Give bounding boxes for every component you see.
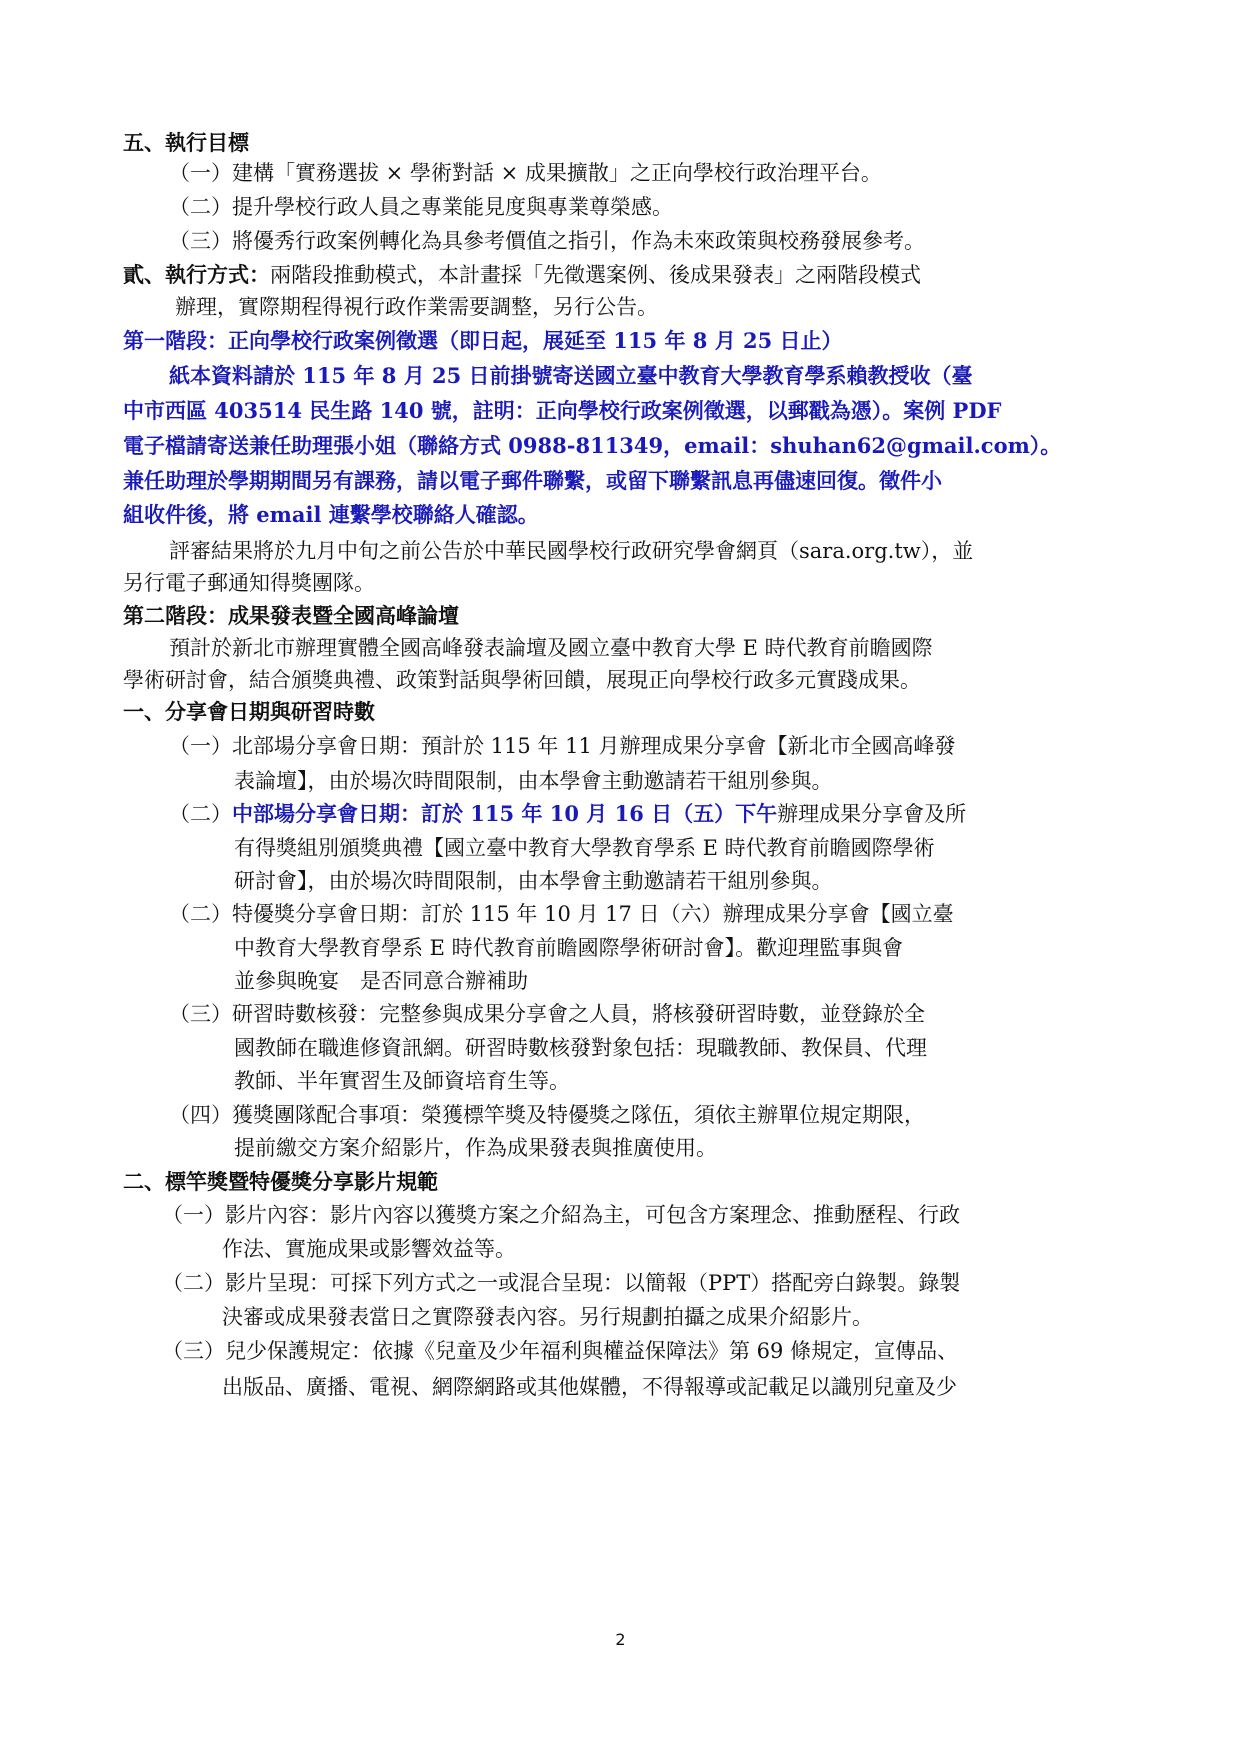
method-line <box>123 260 921 290</box>
stage1-line: 電子檔請寄送兼任助理張小姐（聯絡方式 0988-811349，email：shuhan62@gmail.com）。 <box>123 433 1062 458</box>
goal-item: （二）提升學校行政人員之專業能見度與專業尊榮感。 <box>169 195 673 219</box>
stage1-heading: 第一階段：正向學校行政案例徵選（即日起，展延至 115 年 8 月 25 日止） <box>123 328 843 353</box>
goal-item: （三）將優秀行政案例轉化為具參考價值之指引，作為未來政策與校務發展參考。 <box>169 229 925 253</box>
item-text: 辦理成果分享會及所 <box>777 802 967 826</box>
result-line: 評審結果將於九月中旬之前公告於中華民國學校行政研究學會網頁（sara.org.tw），並 <box>169 539 974 563</box>
section5-heading: 五、執行目標 <box>123 130 249 155</box>
item-number: （二） <box>169 902 232 926</box>
item-text: 影片內容：影片內容以獲獎方案之介紹為主，可包含方案理念、推動歷程、行政 <box>225 1203 960 1227</box>
item-continuation: 研討會】，由於場次時間限制，由本學會主動邀請若干組別參與。 <box>234 869 833 893</box>
goal-item: （一）建構「實務選拔 × 學術對話 × 成果擴散」之正向學校行政治理平台。 <box>169 161 882 185</box>
stage2-line: 預計於新北市辦理實體全國高峰發表論壇及國立臺中教育大學 E 時代教育前瞻國際 <box>169 636 933 660</box>
method-line-2: 辦理，實際期程得視行政作業需要調整，另行公告。 <box>175 295 658 319</box>
sub2-heading: 二、標竿獎暨特優獎分享影片規範 <box>123 1169 438 1194</box>
item-text: 影片呈現：可採下列方式之一或混合呈現：以簡報（PPT）搭配旁白錄製。錄製 <box>225 1271 961 1295</box>
central-session-date: 中部場分享會日期：訂於 115 年 10 月 16 日（五）下午 <box>232 801 778 826</box>
sub2-item-1 <box>162 1200 960 1230</box>
item-number: （一） <box>169 734 232 758</box>
item-continuation: 國教師在職進修資訊網。研習時數核發對象包括：現職教師、教保員、代理 <box>234 1036 927 1060</box>
item-text: 獲獎團隊配合事項：榮獲標竿獎及特優獎之隊伍，須依主辦單位規定期限， <box>232 1103 925 1127</box>
sub2-item-3 <box>162 1336 958 1366</box>
item-number: （四） <box>169 1103 232 1127</box>
item-text: 兒少保護規定：依據《兒童及少年福利與權益保障法》第 69 條規定，宣傳品、 <box>225 1339 959 1363</box>
item-continuation: 教師、半年實習生及師資培育生等。 <box>234 1069 570 1093</box>
page-number: 2 <box>615 1630 626 1649</box>
method-text: 兩階段推動模式，本計畫採「先徵選案例、後成果發表」之兩階段模式 <box>270 263 921 287</box>
stage1-line: 兼任助理於學期期間另有課務，請以電子郵件聯繫，或留下聯繫訊息再儘速回復。徵件小 <box>123 468 942 493</box>
stage1-line: 中市西區 403514 民生路 140 號，註明：正向學校行政案例徵選，以郵戳為憑）。案例 PDF <box>123 398 1002 423</box>
item-number: （三） <box>162 1339 225 1363</box>
item-continuation: 並參與晚宴 是否同意合辦補助 <box>234 969 528 993</box>
stage2-line: 學術研討會，結合頒獎典禮、政策對話與學術回饋，展現正向學校行政多元實踐成果。 <box>123 668 921 692</box>
item-text: 研習時數核發：完整參與成果分享會之人員，將核發研習時數，並登錄於全 <box>232 1002 925 1026</box>
sub2-item-2 <box>162 1268 960 1298</box>
item-number: （二） <box>162 1271 225 1295</box>
item-text: 北部場分享會日期：預計於 115 年 11 月辦理成果分享會【新北市全國高峰發 <box>232 734 956 758</box>
stage2-heading: 第二階段：成果發表暨全國高峰論壇 <box>123 603 459 628</box>
sub1-item-2 <box>169 799 966 829</box>
sub1-item-1 <box>169 731 956 761</box>
sub1-item-4 <box>169 999 925 1029</box>
result-line: 另行電子郵通知得獎團隊。 <box>123 571 375 595</box>
item-continuation: 提前繳交方案介紹影片，作為成果發表與推廣使用。 <box>234 1136 717 1160</box>
stage1-line: 紙本資料請於 115 年 8 月 25 日前掛號寄送國立臺中教育大學教育學系賴教授收（臺 <box>169 363 973 388</box>
item-number: （三） <box>169 1002 232 1026</box>
sub1-item-3 <box>169 899 954 929</box>
item-continuation: 作法、實施成果或影響效益等。 <box>222 1237 516 1261</box>
stage1-line: 組收件後，將 email 連繫學校聯絡人確認。 <box>123 502 539 527</box>
item-continuation: 有得獎組別頒獎典禮【國立臺中教育大學教育學系 E 時代教育前瞻國際學術 <box>234 836 935 860</box>
sub1-heading: 一、分享會日期與研習時數 <box>123 699 375 724</box>
sub1-item-5 <box>169 1100 925 1130</box>
item-continuation: 決審或成果發表當日之實際發表內容。另行規劃拍攝之成果介紹影片。 <box>222 1305 873 1329</box>
item-continuation: 表論壇】，由於場次時間限制，由本學會主動邀請若干組別參與。 <box>234 769 833 793</box>
item-text: 特優獎分享會日期：訂於 115 年 10 月 17 日（六）辦理成果分享會【國立臺 <box>232 902 954 926</box>
item-number: （二） <box>169 802 232 826</box>
item-number: （一） <box>162 1203 225 1227</box>
item-continuation: 中教育大學教育學系 E 時代教育前瞻國際學術研討會】。歡迎理監事與會 <box>234 936 904 960</box>
item-continuation: 出版品、廣播、電視、網際網路或其他媒體，不得報導或記載足以識別兒童及少 <box>222 1375 957 1399</box>
method-label: 貳、執行方式： <box>123 262 270 287</box>
